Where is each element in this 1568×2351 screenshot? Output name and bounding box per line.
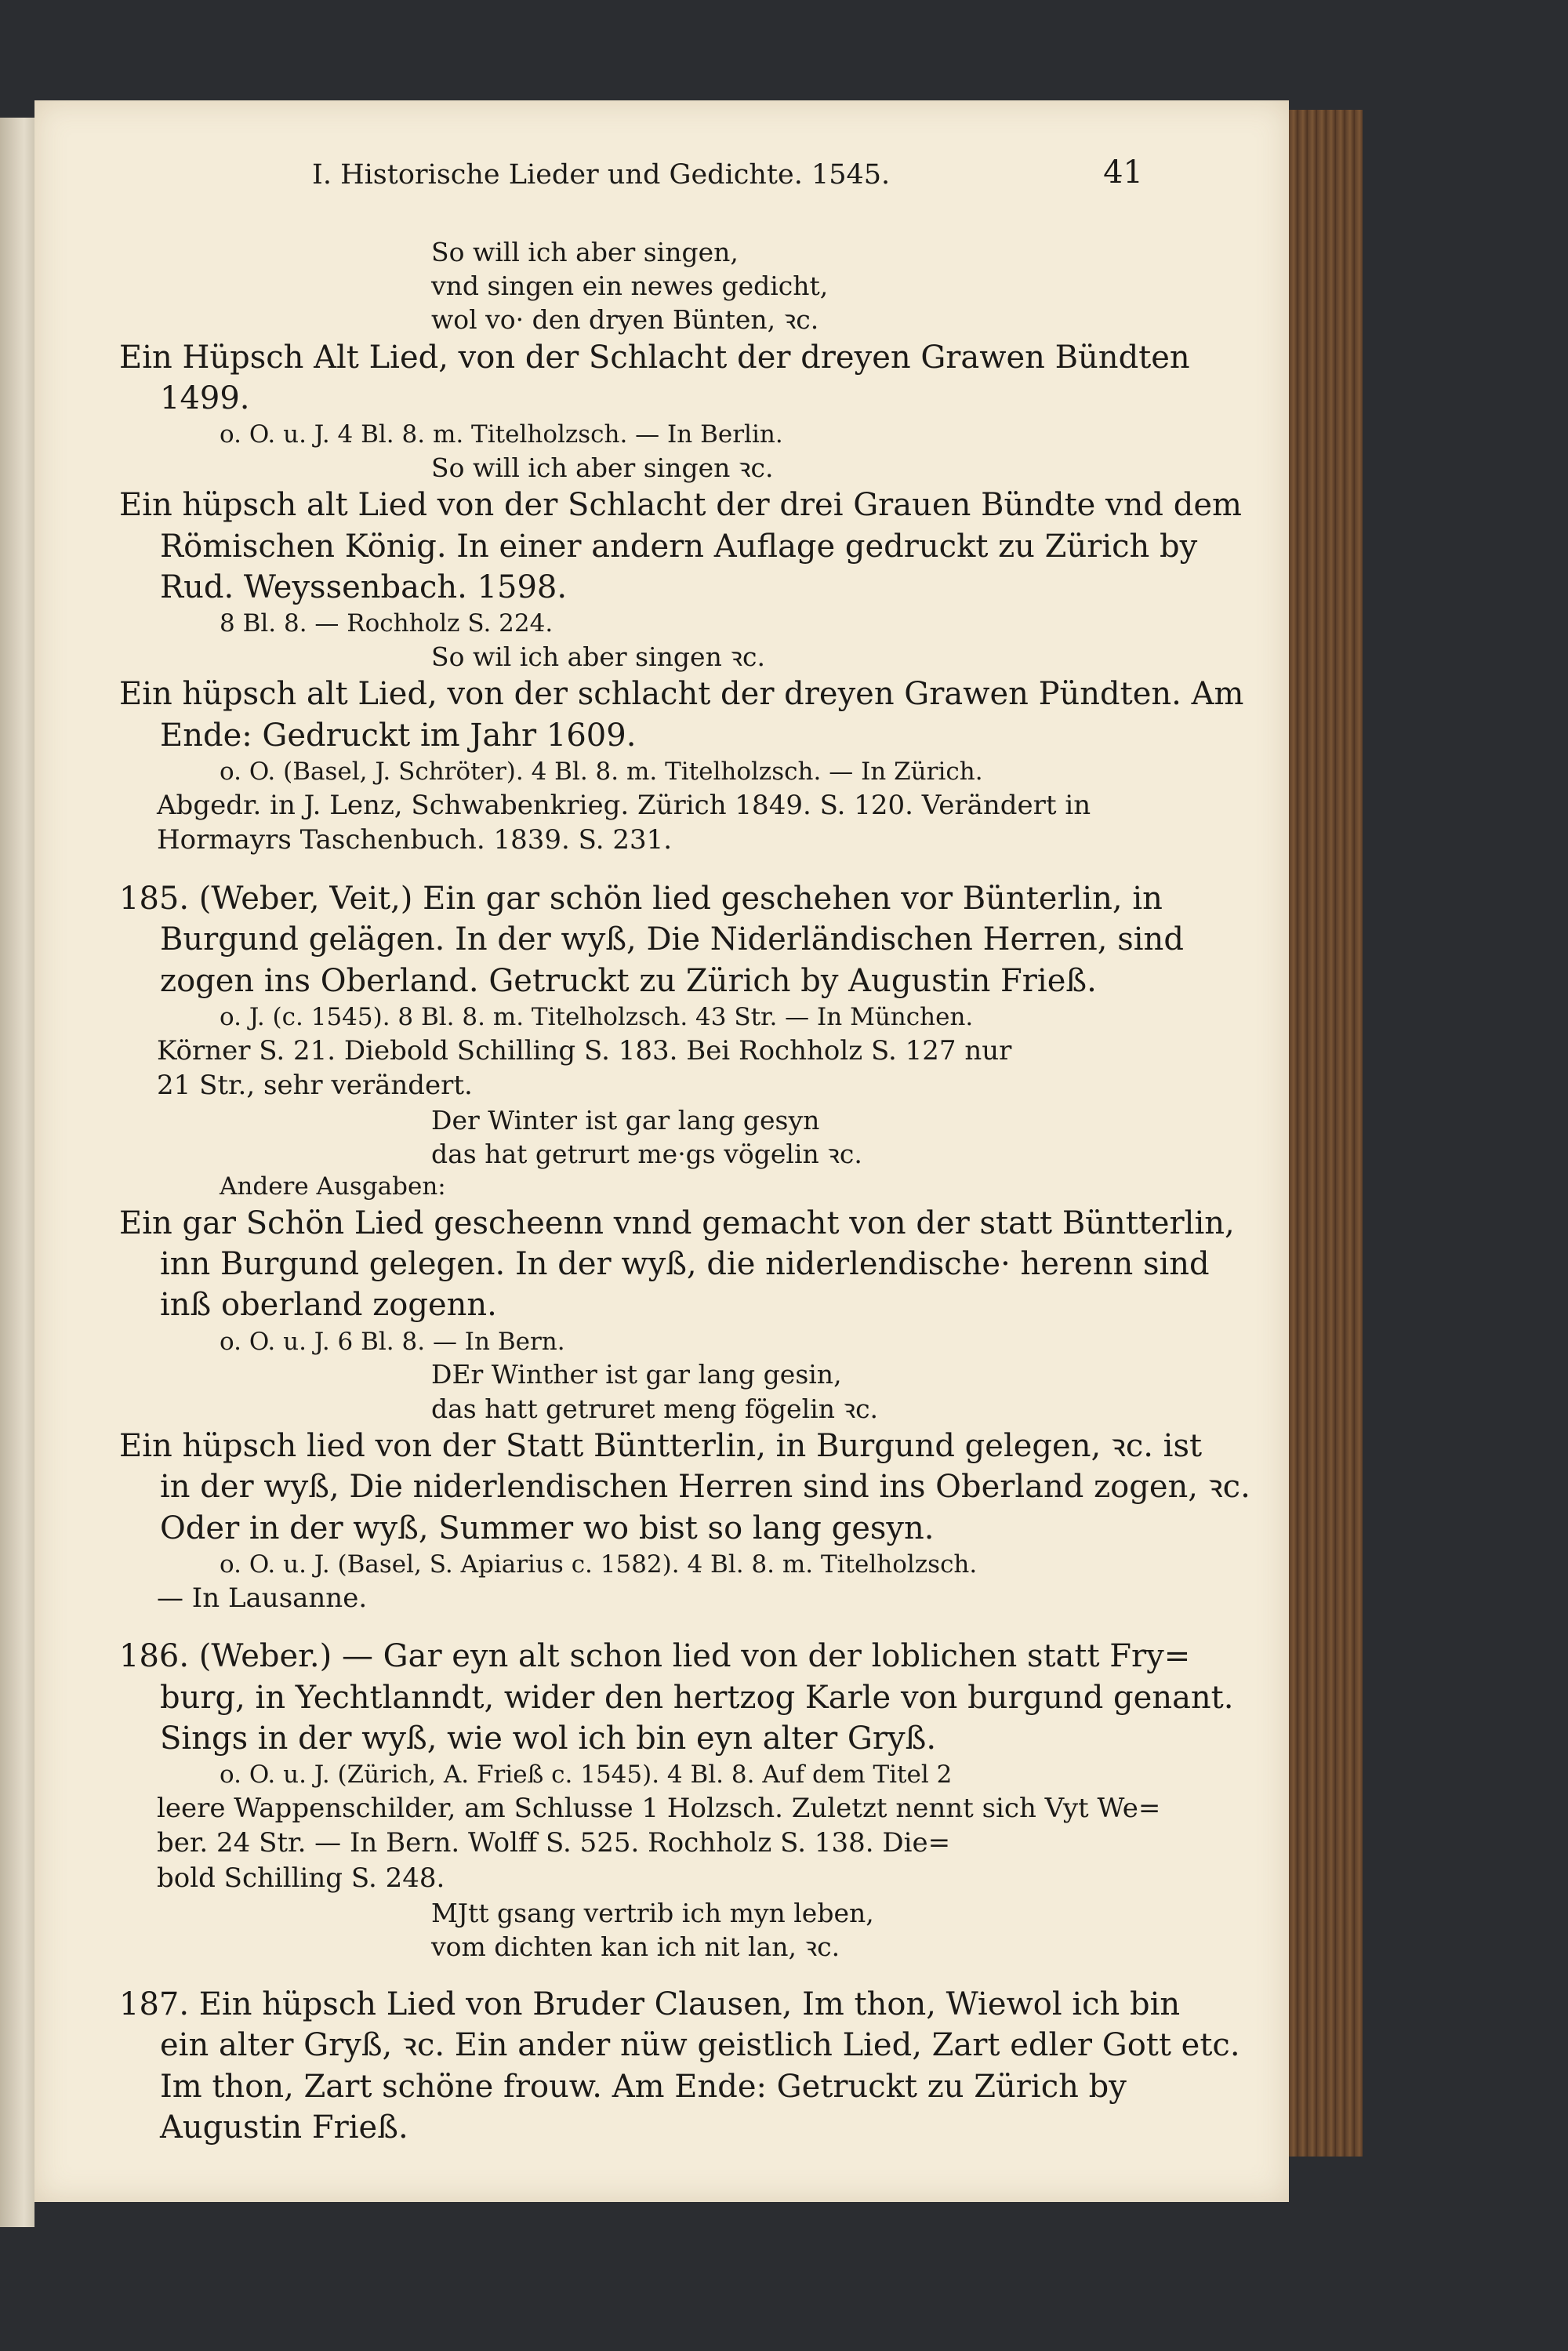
text-line: Hormayrs Taschenbuch. 1839. S. 231. <box>157 824 673 856</box>
text-line: 187. Ein hüpsch Lied von Bruder Clausen, Im thon, Wiewol ich bin <box>119 1986 1181 2022</box>
page-number: 41 <box>1103 154 1143 191</box>
text-line: ein alter Gryß, ꝛc. Ein ander nüw geistlich Lied, Zart edler Gott etc. <box>160 2027 1240 2064</box>
text-line: o. O. u. J. (Basel, S. Apiarius c. 1582). 4 Bl. 8. m. Titelholzsch. <box>220 1550 978 1579</box>
text-line: Oder in der wyß, Summer wo bist so lang gesyn. <box>160 1510 935 1546</box>
text-line: Ein gar Schön Lied gescheenn vnnd gemacht von der statt Büntterlin, <box>119 1205 1235 1241</box>
running-title: I. Historische Lieder und Gedichte. 1545. <box>312 159 891 191</box>
page-text <box>119 235 1250 2149</box>
text-line: o. O. u. J. 4 Bl. 8. m. Titelholzsch. — In Berlin. <box>220 420 783 449</box>
text-line: bold Schilling S. 248. <box>157 1862 445 1894</box>
text-line: 185. (Weber, Veit,) Ein gar schön lied geschehen vor Bünterlin, in <box>119 880 1163 917</box>
text-line: Andere Ausgaben: <box>220 1172 446 1201</box>
text-line: Sings in der wyß, wie wol ich bin eyn alter Gryß. <box>160 1720 937 1757</box>
text-line: — In Lausanne. <box>157 1582 368 1614</box>
facing-page-edge <box>0 118 34 2227</box>
text-line: 1499. <box>160 380 250 417</box>
text-line: Ein hüpsch alt Lied von der Schlacht der drei Grauen Bündte vnd dem <box>119 487 1242 524</box>
entry-gap <box>119 858 1174 878</box>
text-line: o. O. u. J. (Zürich, A. Frieß c. 1545). 4 Bl. 8. Auf dem Titel 2 <box>220 1761 953 1790</box>
text-line: burg, in Yechtlanndt, wider den hertzog Karle von burgund genant. <box>160 1679 1234 1716</box>
text-line: das hatt getruret meng fögelin ꝛc. <box>431 1393 879 1424</box>
text-line: Abgedr. in J. Lenz, Schwabenkrieg. Zürich 1849. S. 120. Verändert in <box>157 789 1091 821</box>
text-line: leere Wappenschilder, am Schlusse 1 Holzsch. Zuletzt nennt sich Vyt We= <box>157 1792 1161 1824</box>
text-line: das hat getrurt me·gs vögelin ꝛc. <box>431 1138 862 1169</box>
text-line: o. O. u. J. 6 Bl. 8. — In Bern. <box>220 1327 565 1356</box>
text-line: 21 Str., sehr verändert. <box>157 1070 473 1102</box>
text-line: Im thon, Zart schöne frouw. Am Ende: Getruckt zu Zürich by <box>160 2068 1127 2105</box>
text-line: zogen ins Oberland. Getruckt zu Zürich by Augustin Frieß. <box>160 962 1097 999</box>
text-line: vnd singen ein newes gedicht, <box>431 271 829 302</box>
text-line: So wil ich aber singen ꝛc. <box>431 641 765 673</box>
text-line: 186. (Weber.) — Gar eyn alt schon lied von der loblichen statt Fry= <box>119 1638 1191 1675</box>
text-line: inß oberland zogenn. <box>160 1287 497 1324</box>
text-line: 8 Bl. 8. — Rochholz S. 224. <box>220 609 554 638</box>
entry-gap <box>119 1615 1174 1636</box>
text-line: So will ich aber singen ꝛc. <box>431 452 774 484</box>
text-line: o. J. (c. 1545). 8 Bl. 8. m. Titelholzsch. 43 Str. — In München. <box>220 1002 974 1031</box>
entry-gap <box>119 1964 1174 1984</box>
text-line: Ein Hüpsch Alt Lied, von der Schlacht der dreyen Grawen Bündten <box>119 339 1190 376</box>
text-line: in der wyß, Die niderlendischen Herren sind ins Oberland zogen, ꝛc. <box>160 1469 1250 1506</box>
text-line: inn Burgund gelegen. In der wyß, die niderlendische· herenn sind <box>160 1246 1210 1282</box>
text-line: Römischen König. In einer andern Auflage gedruckt zu Zürich by <box>160 528 1198 565</box>
text-line: Ende: Gedruckt im Jahr 1609. <box>160 717 637 754</box>
text-line: ber. 24 Str. — In Bern. Wolff S. 525. Rochholz S. 138. Die= <box>157 1827 951 1859</box>
text-line: Rud. Weyssenbach. 1598. <box>160 569 568 606</box>
text-line: So will ich aber singen, <box>431 237 739 267</box>
text-line: o. O. (Basel, J. Schröter). 4 Bl. 8. m. Titelholzsch. — In Zürich. <box>220 758 983 787</box>
text-line: vom dichten kan ich nit lan, ꝛc. <box>431 1931 840 1962</box>
text-line: Ein hüpsch alt Lied, von der schlacht der dreyen Grawen Pündten. Am <box>119 676 1244 713</box>
text-line: Der Winter ist gar lang gesyn <box>431 1104 820 1136</box>
text-line: wol vo· den dryen Bünten, ꝛc. <box>431 304 819 336</box>
text-line: Körner S. 21. Diebold Schilling S. 183. Bei Rochholz S. 127 nur <box>157 1034 1012 1066</box>
text-line: Augustin Frieß. <box>160 2109 408 2146</box>
text-line: DEr Winther ist gar lang gesin, <box>431 1359 842 1390</box>
text-line: MJtt gsang vertrib ich myn leben, <box>431 1897 874 1928</box>
text-line: Burgund gelägen. In der wyß, Die Niderländischen Herren, sind <box>160 921 1184 958</box>
text-line: Ein hüpsch lied von der Statt Büntterlin, in Burgund gelegen, ꝛc. ist <box>119 1427 1203 1464</box>
